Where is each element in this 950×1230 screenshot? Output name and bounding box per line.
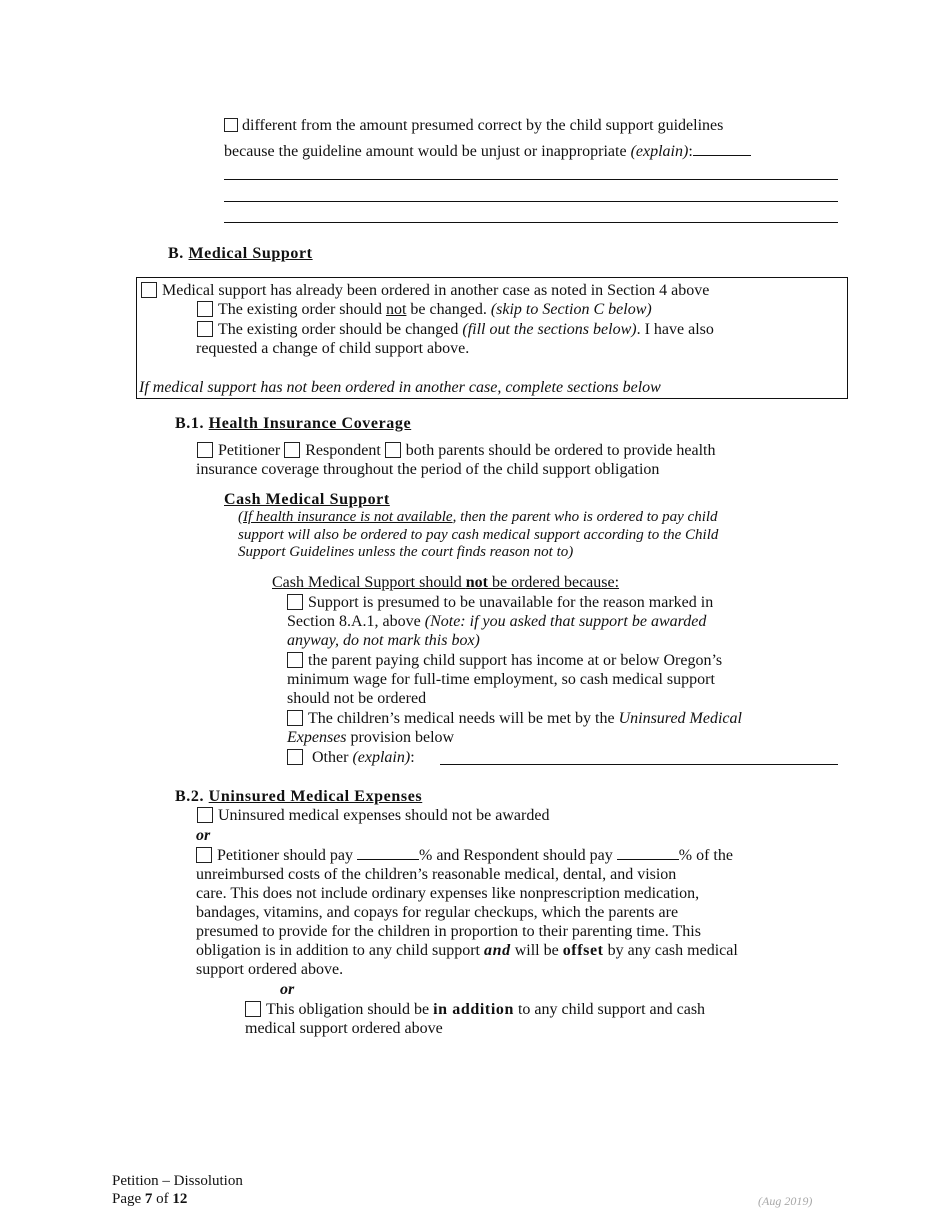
in-addition-option	[245, 1000, 825, 1038]
insurance-parent-options	[197, 441, 715, 460]
page-number	[112, 1190, 243, 1208]
split-line1c: % of the	[678, 847, 733, 864]
reason3-uninsured: Uninsured Medical	[618, 710, 742, 727]
split-line1b: % and Respondent should pay	[418, 847, 617, 864]
section-b-title: Medical Support	[188, 245, 313, 262]
deviation-text-line2: because the guideline amount would be unjust or inappropriate	[224, 143, 631, 160]
explain-line-2[interactable]	[224, 201, 838, 202]
cash-note-line3: Support Guidelines unless the court finds reason not to)	[238, 544, 574, 560]
both-parents-label: both parents should be ordered to provide health	[405, 442, 716, 459]
box-footnote: If medical support has not been ordered in another case, complete sections below	[139, 379, 661, 396]
reason1-line3: anyway, do not mark this box)	[287, 632, 480, 649]
reason3-line1: The children’s medical needs will be met by the	[308, 710, 619, 727]
not-awarded-checkbox[interactable]	[197, 807, 213, 823]
section-b1-prefix: B.1.	[175, 415, 209, 432]
cash-note-underlined: If health insurance is not available	[243, 509, 453, 525]
cash-reason-3	[287, 709, 827, 747]
order-not-changed-text: The existing order should	[218, 301, 386, 318]
reason2-line3: should not be ordered	[287, 690, 427, 707]
uninsured-not-awarded	[197, 806, 549, 825]
split-and: and	[483, 942, 511, 959]
guideline-deviation-option	[224, 116, 844, 162]
deviation-checkbox[interactable]	[224, 118, 238, 132]
reason-uninsured-checkbox[interactable]	[287, 710, 303, 726]
reason-unavailable-checkbox[interactable]	[287, 594, 303, 610]
split-line6a: obligation is in addition to any child support	[196, 942, 484, 959]
explain-line-3[interactable]	[224, 222, 838, 223]
split-line5: presumed to provide for the children in proportion to their parenting time. This	[196, 923, 701, 940]
cash-note-line1: , then the parent who is ordered to pay child	[452, 509, 718, 525]
section-b1-heading	[175, 414, 411, 433]
revision-date: (Aug 2019)	[758, 1194, 813, 1208]
reason-other-colon: :	[410, 749, 415, 766]
reason2-line1: the parent paying child support has income at or below Oregon’s	[308, 652, 723, 669]
split-line6b: will be	[510, 942, 563, 959]
petitioner-percent-blank[interactable]	[357, 845, 419, 860]
page-label: Page	[112, 1191, 145, 1207]
insurance-line2: insurance coverage throughout the period of the child support obligation	[196, 461, 660, 478]
section-b2-prefix: B.2.	[175, 788, 209, 805]
reason-other-label: Other	[312, 749, 353, 766]
cash-reason-other	[287, 748, 415, 767]
respondent-percent-blank[interactable]	[617, 845, 679, 860]
or-separator-2: or	[280, 981, 295, 998]
cash-should-not: not	[465, 574, 488, 591]
cash-should-text2: be ordered because:	[488, 574, 620, 591]
section-b-prefix: B.	[168, 245, 189, 262]
addition-line2: medical support ordered above	[245, 1020, 443, 1037]
addition-line1b: to any child support and cash	[513, 1001, 706, 1018]
order-not-changed-item	[197, 300, 652, 319]
order-not-changed-not: not	[385, 301, 407, 318]
respondent-label: Respondent	[305, 442, 381, 459]
split-line4: bandages, vitamins, and copays for regular checkups, which the parents are	[196, 904, 679, 921]
page-total: 12	[172, 1191, 188, 1207]
cash-medical-title: Cash Medical Support	[224, 491, 390, 508]
reason-other-explain: (explain)	[352, 749, 411, 766]
order-changed-text: The existing order should be changed	[218, 321, 463, 338]
deviation-explain-blank[interactable]	[693, 141, 751, 156]
split-offset: offset	[562, 942, 604, 959]
reason3-line2: provision below	[346, 729, 455, 746]
cash-medical-note	[238, 509, 818, 562]
reason1-note: (Note: if you asked that support be awarded	[424, 613, 707, 630]
explain-line-1[interactable]	[224, 179, 838, 180]
page-current: 7	[144, 1191, 153, 1207]
cash-should-text: Cash Medical Support should	[272, 574, 466, 591]
order-changed-text2: . I have also	[636, 321, 714, 338]
petitioner-label: Petitioner	[218, 442, 281, 459]
in-addition-checkbox[interactable]	[245, 1001, 261, 1017]
existing-order-checkbox[interactable]	[141, 282, 157, 298]
deviation-explain-label: (explain)	[630, 143, 689, 160]
deviation-colon: :	[688, 143, 693, 160]
reason1-line2: Section 8.A.1, above	[287, 613, 425, 630]
reason1-line1: Support is presumed to be unavailable for the reason marked in	[308, 594, 714, 611]
order-changed-checkbox[interactable]	[197, 321, 213, 337]
order-changed-line2: requested a change of child support above.	[196, 340, 470, 357]
page-footer	[112, 1172, 243, 1208]
order-not-changed-skip: (skip to Section C below)	[490, 301, 652, 318]
addition-bold: in addition	[433, 1001, 514, 1018]
percentage-split-option	[196, 845, 846, 979]
order-changed-instructions: (fill out the sections below)	[462, 321, 637, 338]
cash-note-line2: support will also be ordered to pay cash medical support according to the Child	[238, 526, 719, 543]
reason2-line2: minimum wage for full-time employment, so cash medical support	[287, 671, 715, 688]
order-not-changed-checkbox[interactable]	[197, 301, 213, 317]
split-line6c: by any cash medical	[603, 942, 738, 959]
page-of: of	[152, 1191, 173, 1207]
cash-reason-1	[287, 593, 827, 650]
addition-line1a: This obligation should be	[266, 1001, 434, 1018]
order-changed-item	[197, 320, 714, 339]
reason-other-checkbox[interactable]	[287, 749, 303, 765]
not-awarded-text: Uninsured medical expenses should not be awarded	[218, 807, 550, 824]
section-b-heading	[168, 244, 313, 263]
cash-not-ordered-heading	[272, 573, 619, 592]
order-not-changed-text2: be changed.	[406, 301, 491, 318]
reason3-expenses: Expenses	[287, 729, 347, 746]
petitioner-checkbox[interactable]	[197, 442, 213, 458]
existing-order-item	[141, 281, 709, 300]
section-b2-heading	[175, 787, 422, 806]
form-title: Petition – Dissolution	[112, 1173, 243, 1189]
cash-note-open: (	[238, 509, 243, 525]
split-line1a: Petitioner should pay	[217, 847, 357, 864]
reason-other-blank[interactable]	[440, 764, 838, 765]
section-b1-title: Health Insurance Coverage	[208, 415, 412, 432]
existing-order-text: Medical support has already been ordered in another case as noted in Section 4 above	[162, 282, 710, 299]
split-line2: unreimbursed costs of the children’s reasonable medical, dental, and vision	[196, 866, 677, 883]
percentage-split-checkbox[interactable]	[196, 847, 212, 863]
split-line7: support ordered above.	[196, 961, 344, 978]
or-separator-1: or	[196, 827, 211, 844]
respondent-checkbox[interactable]	[284, 442, 300, 458]
reason-min-wage-checkbox[interactable]	[287, 652, 303, 668]
cash-reason-2	[287, 651, 827, 708]
section-b2-title: Uninsured Medical Expenses	[208, 788, 423, 805]
both-parents-checkbox[interactable]	[385, 442, 401, 458]
split-line3: care. This does not include ordinary expenses like nonprescription medication,	[196, 885, 700, 902]
deviation-text-line1: different from the amount presumed correct by the child support guidelines	[242, 117, 724, 134]
